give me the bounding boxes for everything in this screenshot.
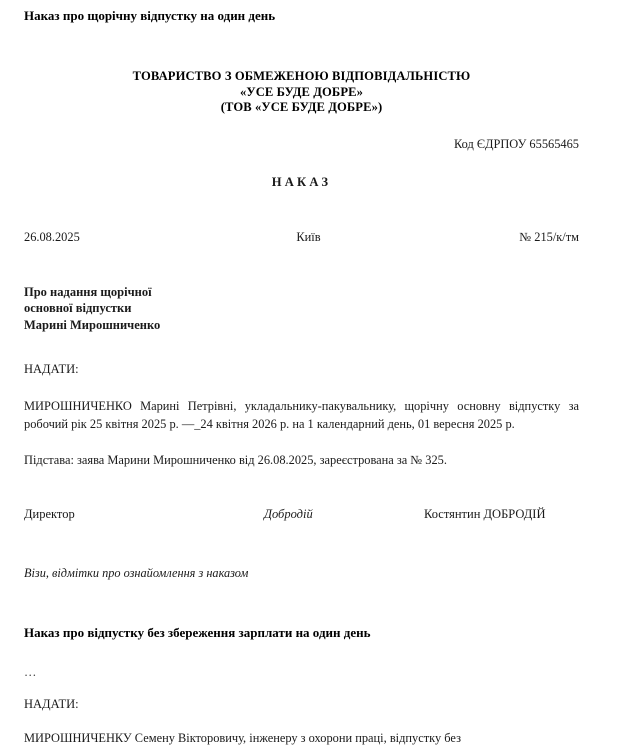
first-order-heading: Наказ про щорічну відпустку на один день: [24, 8, 276, 23]
second-order-directive-label: НАДАТИ:: [24, 697, 79, 711]
order-date: 26.08.2025: [24, 229, 80, 244]
subject-line-2: основної відпустки: [24, 301, 132, 315]
document-kind-title: НАКАЗ: [271, 174, 332, 189]
subject-line-3: Марині Мирошниченко: [24, 317, 161, 332]
document-page: [0, 8, 617, 745]
order-directive-label: НАДАТИ:: [24, 362, 79, 376]
subject-line-1: Про надання щорічної: [24, 284, 152, 299]
second-order-heading: Наказ про відпустку без збереження зарплати на один день: [24, 625, 371, 640]
second-order-ellipsis: …: [24, 665, 37, 679]
organization-line-3: (ТОВ «УСЕ БУДЕ ДОБРЕ»): [220, 100, 383, 114]
order-city: Київ: [296, 229, 321, 244]
order-meta-row: [0, 230, 617, 248]
order-basis-line: Підстава: заява Марини Мирошниченко від 26.08.2025, зареєстрована за № 325.: [24, 453, 447, 467]
visas-note: Візи, відмітки про ознайомлення з наказом: [24, 566, 249, 580]
order-number: № 215/к/тм: [519, 229, 579, 244]
signature-mark: Добродій: [264, 507, 313, 521]
organization-line-2: «УСЕ БУДЕ ДОБРЕ»: [239, 84, 364, 99]
signatory-title: Директор: [24, 507, 75, 521]
organization-line-1: ТОВАРИСТВО З ОБМЕЖЕНОЮ ВІДПОВІДАЛЬНІСТЮ: [132, 69, 471, 83]
registry-code: Код ЄДРПОУ 65565465: [453, 136, 579, 151]
second-order-body-paragraph: МИРОШНИЧЕНКУ Семену Вікторовичу, інженеру з охорони праці, відпустку без: [24, 731, 461, 745]
signature-row: [0, 507, 617, 525]
signatory-name: Костянтин ДОБРОДІЙ: [424, 507, 546, 521]
order-body-paragraph: МИРОШНИЧЕНКО Марині Петрівні, укладальнику-пакувальнику, щорічну основну відпустку за робочий рік 25 квітня 2025 р. —_24 квітня 2026 р. на 1 календарний день, 01 вересня 2025 р.: [24, 399, 579, 431]
